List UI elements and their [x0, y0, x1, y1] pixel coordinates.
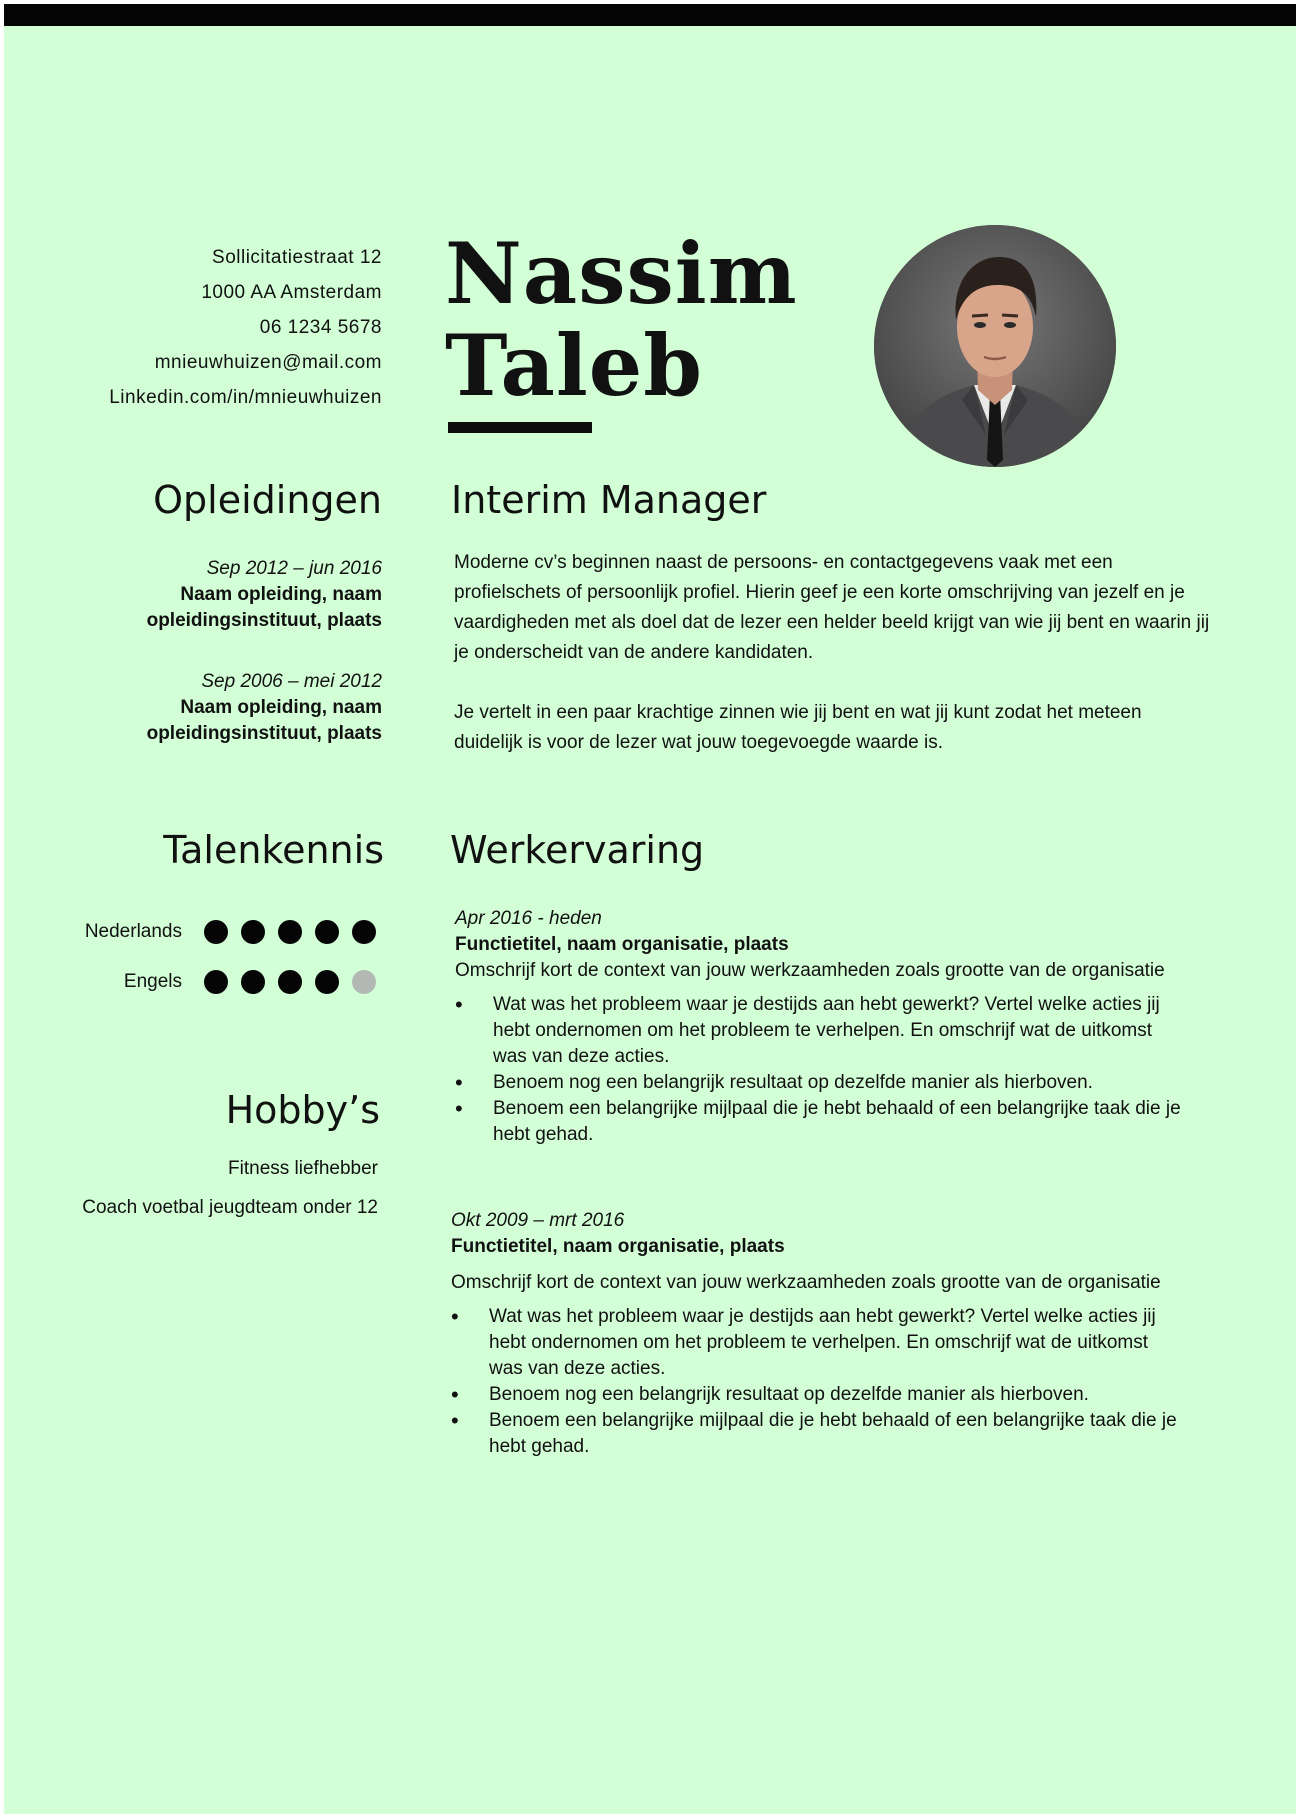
hobby-item: Fitness liefhebber [228, 1158, 378, 1179]
job-date: Okt 2009 – mrt 2016 [451, 1210, 625, 1231]
education-heading: Opleidingen [153, 478, 382, 522]
language-row [24, 920, 376, 944]
level-dot [278, 920, 302, 944]
language-row [24, 970, 376, 994]
level-dot [241, 970, 265, 994]
job-entry [451, 1208, 1186, 1460]
last-name: Taleb [445, 316, 703, 415]
education-title-line1: Naam opleiding, naam [180, 697, 382, 718]
first-name: Nassim [445, 224, 798, 323]
level-dot [204, 970, 228, 994]
profile-paragraph: Je vertelt in een paar krachtige zinnen wie jij bent en wat jij kunt zodat het meteen duidelijk is voor de lezer wat jouw toegevoegde waarde is. [454, 702, 1142, 753]
top-bar [4, 4, 1296, 26]
hobbies-heading: Hobby’s [225, 1088, 380, 1132]
portrait-icon [874, 225, 1116, 467]
education-title-line2: opleidingsinstituut, plaats [146, 723, 382, 744]
job-title: Functietitel, naam organisatie, plaats [455, 934, 789, 955]
job-entry [455, 906, 1190, 1148]
level-dot [204, 920, 228, 944]
job-context: Omschrijf kort de context van jouw werkzaamheden zoals grootte van de organisatie [451, 1272, 1161, 1293]
contact-block [42, 240, 382, 415]
language-name: Engels [123, 971, 182, 992]
profile-paragraph: Moderne cv’s beginnen naast de persoons- en contactgegevens vaak met een profielschets of persoonlijk profiel. Hierin geef je een korte omschrijving van jezelf en je vaardigheden met als doel dat de lezer een helder beeld krijgt van wie jij bent en waarin jij je onderscheidt van de andere kandidaten. [454, 552, 1210, 663]
education-date: Sep 2006 – mei 2012 [201, 671, 382, 692]
education-date: Sep 2012 – jun 2016 [206, 558, 382, 579]
level-dot [278, 970, 302, 994]
education-title-line2: opleidingsinstituut, plaats [146, 610, 382, 631]
level-dot [352, 970, 376, 994]
contact-address: Sollicitatiestraat 12 [212, 247, 382, 268]
profile-heading: Interim Manager [451, 478, 767, 522]
contact-city: 1000 AA Amsterdam [201, 282, 382, 303]
job-bullet: • Wat was het probleem waar je destijds aan hebt gewerkt? Vertel welke acties jij hebt ondernomen om het probleem te verhelpen. En omschrijf wat de uitkomst was van deze acties. [455, 992, 1190, 1070]
job-bullets [451, 1304, 1186, 1460]
languages-heading: Talenkennis [163, 828, 384, 872]
education-item [52, 669, 382, 747]
language-level-dots [204, 920, 376, 944]
level-dot [241, 920, 265, 944]
education-title-line1: Naam opleiding, naam [180, 584, 382, 605]
language-level-dots [204, 970, 376, 994]
job-bullet: • Benoem nog een belangrijk resultaat op dezelfde manier als hierboven. [451, 1382, 1186, 1408]
profile-photo [874, 225, 1116, 467]
job-bullet: • Benoem een belangrijke mijlpaal die je hebt behaald of een belangrijke taak die je hebt gehad. [451, 1408, 1186, 1460]
candidate-name [445, 224, 798, 415]
education-item [52, 556, 382, 634]
profile-text [454, 548, 1214, 788]
contact-phone: 06 1234 5678 [259, 317, 382, 338]
job-title: Functietitel, naam organisatie, plaats [451, 1236, 785, 1257]
job-bullets [455, 992, 1190, 1148]
name-underline [448, 422, 592, 433]
job-bullet: • Wat was het probleem waar je destijds aan hebt gewerkt? Vertel welke acties jij hebt ondernomen om het probleem te verhelpen. En omschrijf wat de uitkomst was van deze acties. [451, 1304, 1186, 1382]
job-bullet: • Benoem nog een belangrijk resultaat op dezelfde manier als hierboven. [455, 1070, 1190, 1096]
language-list [24, 920, 376, 994]
level-dot [315, 920, 339, 944]
job-bullet: • Benoem een belangrijke mijlpaal die je hebt behaald of een belangrijke taak die je hebt gehad. [455, 1096, 1190, 1148]
hobby-item: Coach voetbal jeugdteam onder 12 [82, 1197, 378, 1218]
language-name: Nederlands [84, 921, 182, 942]
contact-linkedin[interactable]: Linkedin.com/in/mnieuwhuizen [109, 387, 382, 408]
job-date: Apr 2016 - heden [455, 908, 602, 929]
experience-heading: Werkervaring [450, 828, 705, 872]
contact-email[interactable]: mnieuwhuizen@mail.com [154, 352, 382, 373]
level-dot [352, 920, 376, 944]
level-dot [315, 970, 339, 994]
job-context: Omschrijf kort de context van jouw werkzaamheden zoals grootte van de organisatie [455, 960, 1165, 981]
